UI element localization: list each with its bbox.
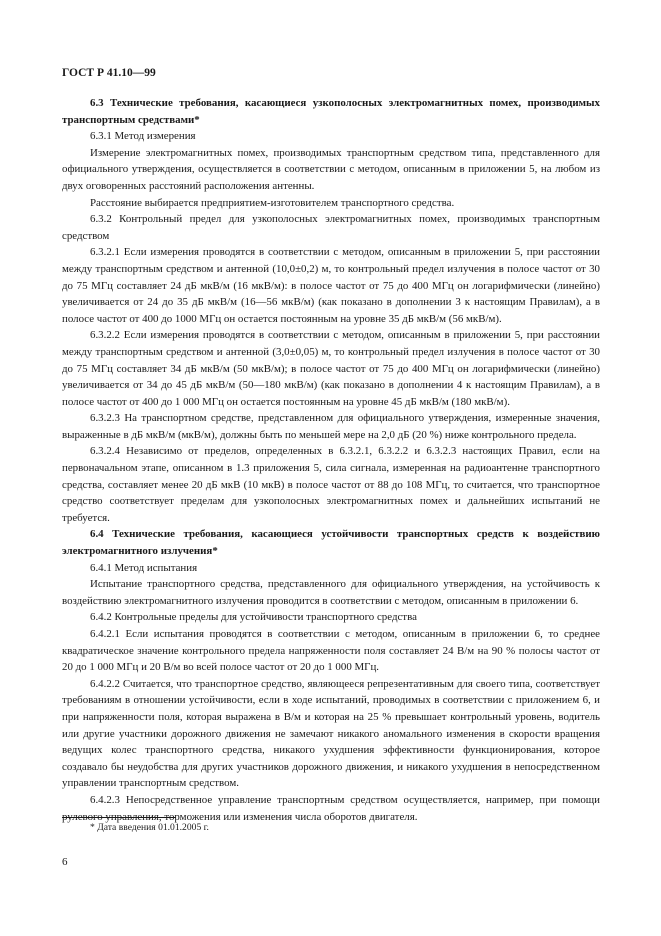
paragraph: 6.3.2 Контрольный предел для узкополосных электромагнитных помех, производимых транспортным средством (62, 213, 600, 242)
paragraph: 6.4.1 Метод испытания (90, 561, 198, 574)
section-heading: 6.4 Технические требования, касающиеся устойчивости транспортных средств к воздействию электромагнитного излучения* (62, 528, 600, 558)
paragraph: 6.4.2.1 Если испытания проводятся в соответствии с методом, описанным в приложении 6, то среднее квадратическое значение контрольного предела напряженности поля составляет 24 В/м на 90 % полосы частот от 20 до 1 000 МГц и 20 В/м во всей полосе частот от 20 до 1 000 МГц. (62, 628, 600, 674)
footnote: * Дата введения 01.01.2005 г. (90, 822, 209, 833)
paragraph: 6.4.2 Контрольные пределы для устойчивости транспортного средства (90, 611, 417, 624)
paragraph: 6.3.1 Метод измерения (90, 130, 196, 143)
paragraph: Испытание транспортного средства, представленного для официального утверждения, на устойчивость к воздействию электромагнитного излучения проводится в соответствии с методом, описанным в приложении 6. (62, 578, 600, 607)
paragraph: Расстояние выбирается предприятием-изготовителем транспортного средства. (90, 196, 455, 209)
document-body (62, 95, 600, 825)
paragraph: 6.3.2.2 Если измерения проводятся в соответствии с методом, описанным в приложении 5, при расстоянии между транспортным средством и антенной (3,0±0,05) м, то контрольный предел излучения в полосе частот от 30 до 75 МГц составляет 34 дБ мкВ/м (50 мкВ/м); в полосе частот от 75 до 400 МГц он логарифмически (линейно) увеличивается от 34 до 45 дБ мкВ/м (50—180 мкВ/м) (как показано в дополнении 4 к настоящим Правилам), а в полосе частот от 400 до 1 000 МГц он остается постоянным на уровне 45 дБ мкВ/м (180 мкВ/м). (62, 329, 600, 408)
paragraph: 6.3.2.3 На транспортном средстве, представленном для официального утверждения, измеренные значения, выраженные в дБ мкВ/м (мкВ/м), должны быть по меньшей мере на 2,0 дБ (20 %) ниже контрольного предела. (62, 412, 600, 441)
paragraph: 6.3.2.1 Если измерения проводятся в соответствии с методом, описанным в приложении 5, при расстоянии между транспортным средством и антенной (10,0±0,2) м, то контрольный предел излучения в полосе частот от 30 до 75 МГц составляет 24 дБ мкВ/м (16 мкВ/м): в полосе частот от 75 до 400 МГц он логарифмически (линейно) увеличивается от 24 до 35 дБ мкВ/м (16—56 мкВ/м) (как показано в дополнении 3 к настоящим Правилам), а в полосе частот от 400 до 1000 МГц он остается постоянным на уровне 35 дБ мкВ/м (56 мкВ/м). (62, 246, 600, 325)
footnote-divider (62, 817, 176, 818)
section-heading: 6.3 Технические требования, касающиеся узкополосных электромагнитных помех, производимых транспортным средствами* (62, 97, 600, 126)
page-number: 6 (62, 856, 68, 868)
paragraph: 6.4.2.2 Считается, что транспортное средство, являющееся репрезентативным для своего типа, соответствует требованиям в отношении устойчивости, если в ходе испытаний, проводимых в соответствии с приложением 6, и при напряженности поля, которая выражена в В/м и которая на 25 % превышает контрольный уровень, водитель или другие участники дорожного движения не замечают никакого аномального изменения в скорости вращения ведущих колес транспортного средства, никакого ухудшения эффективности функционирования, которое создавало бы неудобства для других участников дорожного движения, и никакого ухудшения в непосредственном управлении транспортным средством. (62, 677, 600, 790)
document-header: ГОСТ Р 41.10—99 (62, 67, 156, 79)
paragraph: 6.4.2.3 Непосредственное управление транспортным средством осуществляется, например, при помощи рулевого управления, торможения или изменения числа оборотов двигателя. (62, 793, 600, 823)
paragraph: 6.3.2.4 Независимо от пределов, определенных в 6.3.2.1, 6.3.2.2 и 6.3.2.3 настоящих Правил, если на первоначальном этапе, описанном в 1.3 приложения 5, сила сигнала, измеренная на радиоантенне транспортного средства, составляет менее 20 дБ мкВ (10 мкВ) в полосе частот от 88 до 108 МГц, то считается, что транспортное средство соответствует пределам для узкополосных электромагнитных помех и дальнейших испытаний не требуется. (62, 445, 600, 524)
paragraph: Измерение электромагнитных помех, производимых транспортным средством типа, представленного для официального утверждения, осуществляется в соответствии с методом, описанным в приложении 5, на любом из двух оговоренных расстояний расположения антенны. (62, 146, 600, 192)
